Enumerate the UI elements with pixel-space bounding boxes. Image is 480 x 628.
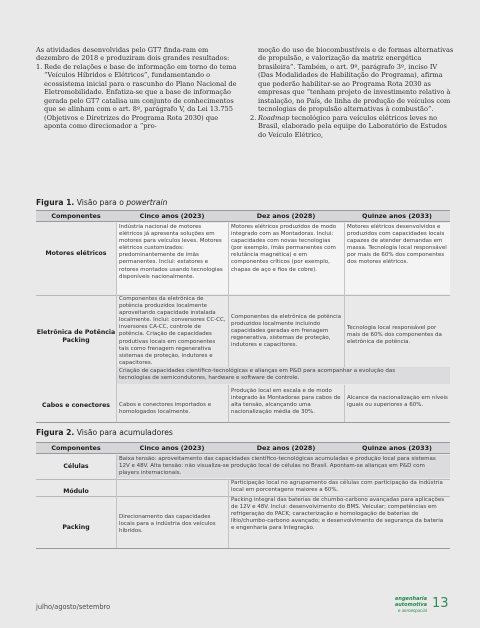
page-number: 13 xyxy=(432,596,449,611)
list-number: 2. xyxy=(250,113,257,122)
column-divider xyxy=(228,479,229,548)
table-header xyxy=(36,210,450,222)
figure2-label: Figura 2. xyxy=(36,428,75,437)
list-text: Rede de relações e base de informação em torno do tema “Veículos Híbridos e Elétricos”, fundamentando o ecossistema inicial para o rascunho do Plano Nacional de Eletromobilidade. Enfatiza-se que a base de informação gerada pelo GT7 catalisa um conjunto de conhecimentos que se alinham com o art. 8º, parágrafo V, da Lei 13.755 (Objetivos e Diretrizes do Programa Rota 2030) que aponta como direcionador a “pro- xyxy=(44,62,237,131)
figure1-label: Figura 1. xyxy=(36,198,75,207)
cell-motores-2023: Indústria nacional de motores elétricos já apresenta soluções em motores para veículos leves. Motores elétricos customizados: predominantemente de ímãs permanentes. Inclui: estatores e rotores montados usando tecnologias disponíveis nacionalmente. xyxy=(119,224,223,280)
header-componentes: Componentes xyxy=(51,444,101,452)
continued-paragraph: moção do uso de biocombustíveis e de formas alternativas de propulsão, e valorização da matriz energética brasileira”. Também, o art. 9º, parágrafo 3º, inciso IV (Das Modalidades de Habilitação do Programa), afirma que poderão habilitar-se ao Programa Rota 2030 as empresas que “tenham projeto de investimento relativo à instalação, no País, de linha de produção de veículos com tecnologias de propulsão alternativas à combustão”. xyxy=(258,46,454,114)
column-divider xyxy=(344,223,345,367)
cell-motores-2033: Motores elétricos desenvolvidos e produzidos com capacidades locais capazes de atender demandas em massa. Tecnologia local responsável por mais de 60% dos componentes dos motores elétricos. xyxy=(347,224,447,266)
column-divider xyxy=(344,385,345,422)
figure2-caption xyxy=(36,428,173,437)
span-row-text: Baixa tensão: aproveitamento das capacidades científico-tecnológicas acumuladas e produção local para sistemas 12V e 48V. Alta tensão: não visualiza-se produção local de células no Brasil. Apontam-se alianças em P&D com players internacionais. xyxy=(119,456,436,477)
header-componentes: Componentes xyxy=(51,212,101,220)
header-quinze-anos: Quinze anos (2033) xyxy=(362,212,432,220)
text-column-left xyxy=(36,46,240,131)
logo-line: engenharia xyxy=(395,596,427,602)
column-divider xyxy=(228,385,229,422)
list-item-2 xyxy=(250,114,454,139)
row-label-motores: Motores elétricos xyxy=(45,250,107,257)
row-label-celulas: Células xyxy=(63,463,89,470)
table-bottom-rule xyxy=(36,548,450,549)
row-label-modulo: Módulo xyxy=(63,488,89,495)
logo-line: automotiva xyxy=(394,601,427,608)
figure2-table xyxy=(36,442,450,592)
cell-cabos-2028: Produção local em escala e de modo integrado às Montadoras para cabos de alta tensão, alcançando uma nacionalização média de 30%. xyxy=(231,388,341,416)
cell-packing-2023: Direcionamento das capacidades locais para a indústria dos veículos híbridos. xyxy=(119,514,216,535)
cell-cabos-2023: Cabos e conectores importados e homologados localmente. xyxy=(119,402,212,416)
header-dez-anos: Dez anos (2028) xyxy=(256,212,316,220)
list-text xyxy=(258,114,454,139)
column-divider xyxy=(116,223,117,422)
cell-eletronica-2033: Tecnologia local responsável por mais de 60% dos componentes da eletrônica de potência. xyxy=(347,325,442,346)
list-number: 1. xyxy=(36,62,43,71)
row-label-cabos: Cabos e conectores xyxy=(42,402,110,409)
cell-packing-2028: Packing integral das baterias de chumbo-carbono avançadas para aplicações de 12V e 48V. Inclui: desenvolvimento do BMS. Veicular; competências em refrigeração do PACK; caracterização e homologação de baterias de lítio/chumbo-carbono avançado; e desenvolvimento de segurança da bateria e engenharia para Integração. xyxy=(231,497,445,532)
header-cinco-anos: Cinco anos (2023) xyxy=(139,212,205,220)
logo-line: e aeroespacial xyxy=(397,608,427,613)
table-header xyxy=(36,442,450,454)
span-row-text: Criação de capacidades científico-tecnológicas e alianças em P&D para acompanhar a evolução das tecnologias de semicondutores, hardware e software de controle. xyxy=(119,368,396,382)
figure1-caption xyxy=(36,198,167,207)
figure1-title-italic: powertrain xyxy=(126,198,168,207)
figure2-title: Visão para acumuladores xyxy=(74,428,173,437)
article-body xyxy=(36,46,456,194)
cell-eletronica-2023: Componentes da eletrônica de potência produzidos localmente aproveitando capacidade instalada localmente. Inclui: conversores CC-CC, inversores CA-CC, controle de potência. Criação de capacidades produtivas locais em componentes tais como frenagem regenerativa sistemas de proteção, indutores e capacitores. xyxy=(119,296,226,366)
magazine-logo xyxy=(393,597,427,614)
header-quinze-anos: Quinze anos (2033) xyxy=(362,444,432,452)
row-label-packing: Packing xyxy=(62,524,90,531)
row-divider xyxy=(36,295,450,296)
list-text-rest: tecnológico para veículos elétricos leves no Brasil, elaborado pela equipe do Laboratório de Estudos do Veículo Elétrico, xyxy=(258,113,447,139)
issue-date: julho/agosto/setembro xyxy=(36,603,111,611)
header-dez-anos: Dez anos (2028) xyxy=(256,444,316,452)
cell-cabos-2033: Alcance da nacionalização em níveis iguais ou superiores a 60%. xyxy=(347,395,448,409)
header-cinco-anos: Cinco anos (2023) xyxy=(139,444,205,452)
intro-paragraph: As atividades desenvolvidas pelo GT7 finda-ram em dezembro de 2018 e produziram dois grandes resultados: xyxy=(36,46,230,63)
text-column-right xyxy=(250,46,454,139)
cell-eletronica-2028: Componentes da eletrônica de potência produzidos localmente incluindo capacidades geradas em frenagem regenerativa, sistemas de proteção, indutores e capacitores. xyxy=(231,314,342,349)
list-item-1 xyxy=(36,63,240,131)
row-label-eletronica: Eletrônica de Potência Packing xyxy=(36,329,116,344)
cell-motores-2028: Motores elétricos produzidos de modo integrado com as Montadoras. Inclui: capacidades com novas tecnologias (por exemplo, ímãs permanentes com relutância magnética) e em componentes críticos (por exemplo, chapas de aço e fios de cobre). xyxy=(231,224,337,273)
figure1-title: Visão para o xyxy=(74,198,127,207)
column-divider xyxy=(116,455,117,548)
cell-modulo-2028: Participação local no agrupamento das células com participação da indústria local em porcentagens maiores a 60%. xyxy=(231,480,443,494)
column-divider xyxy=(228,223,229,367)
figure1-table xyxy=(36,210,450,450)
table-bottom-rule xyxy=(36,422,450,423)
roadmap-term: Roadmap xyxy=(258,113,290,122)
